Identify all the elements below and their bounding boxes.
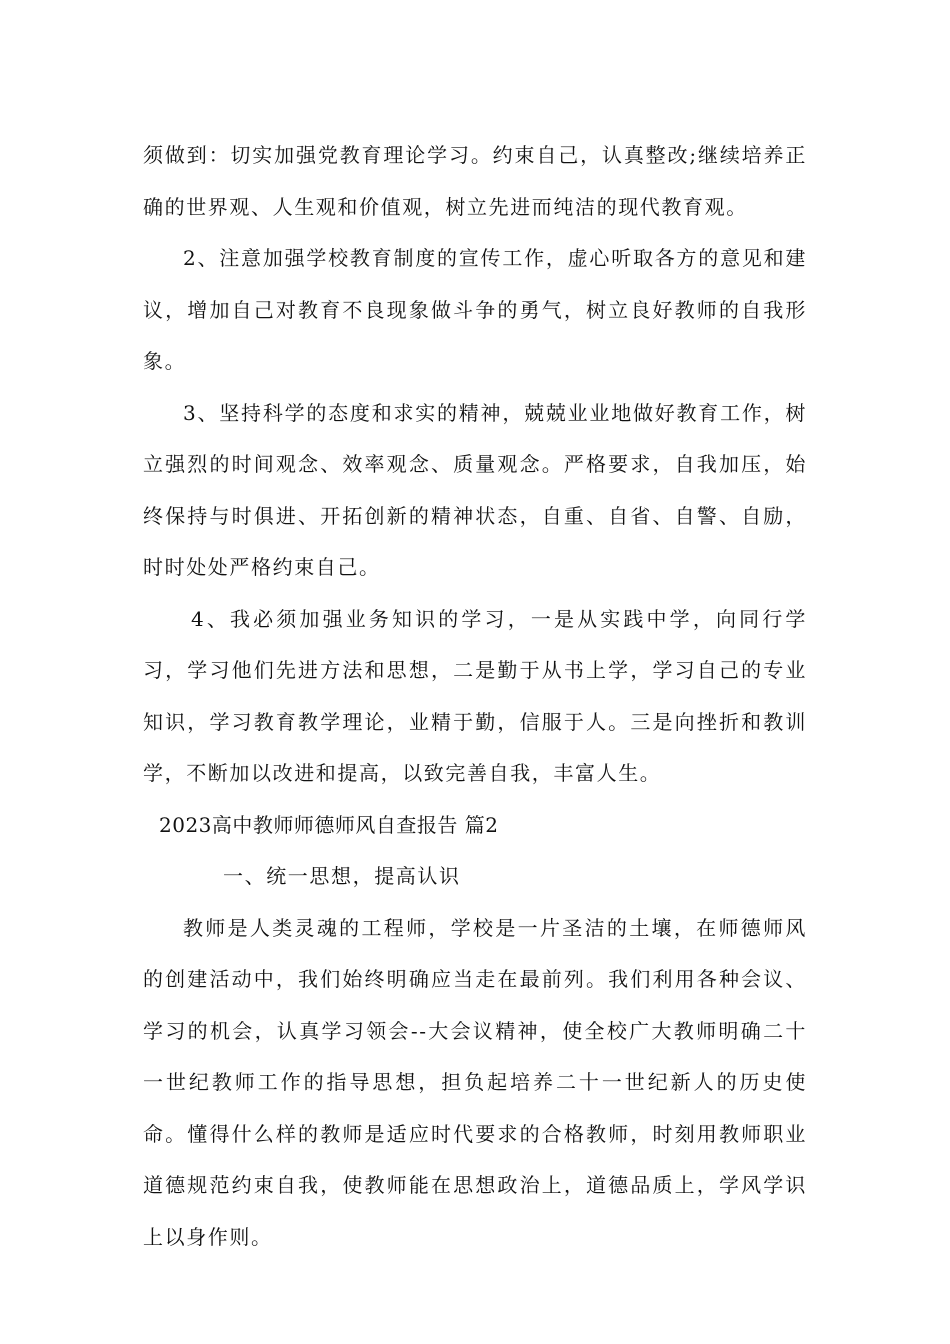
paragraph-body: 教师是人类灵魂的工程师，学校是一片圣洁的土壤，在师德师风的创建活动中，我们始终明确应当走在最前列。我们利用各种会议、学习的机会，认真学习领会--大会议精神，使全校广大教师明确二十一世纪教师工作的指导思想，担负起培养二十一世纪新人的历史使命。懂得什么样的教师是适应时代要求的合格教师，时刻用教师职业道德规范约束自我，使教师能在思想政治上，道德品质上，学风学识上以身作则。 xyxy=(143,915,807,1249)
paragraph-item-2: 2、注意加强学校教育制度的宣传工作，虚心听取各方的意见和建议，增加自己对教育不良现象做斗争的勇气，树立良好教师的自我形象。 xyxy=(143,246,807,373)
paragraph-item-3: 3、坚持科学的态度和求实的精神，兢兢业业地做好教育工作，树立强烈的时间观念、效率观念、质量观念。严格要求，自我加压，始终保持与时俱进、开拓创新的精神状态，自重、自省、自警、自励，时时处处严格约束自己。 xyxy=(143,400,807,579)
paragraph-continuation: 须做到：切实加强党教育理论学习。约束自己，认真整改;继续培养正确的世界观、人生观和价值观，树立先进而纯洁的现代教育观。 xyxy=(143,143,807,219)
document-body xyxy=(143,130,807,1263)
section-title: 2023高中教师师德师风自查报告 篇2 xyxy=(159,812,499,837)
section-heading: 一、统一思想，提高认识 xyxy=(223,864,461,888)
paragraph-item-4: 4、我必须加强业务知识的学习，一是从实践中学，向同行学习，学习他们先进方法和思想，二是勤于从书上学，学习自己的专业知识，学习教育教学理论，业精于勤，信服于人。三是向挫折和教训学，不断加以改进和提高，以致完善自我，丰富人生。 xyxy=(143,606,807,785)
